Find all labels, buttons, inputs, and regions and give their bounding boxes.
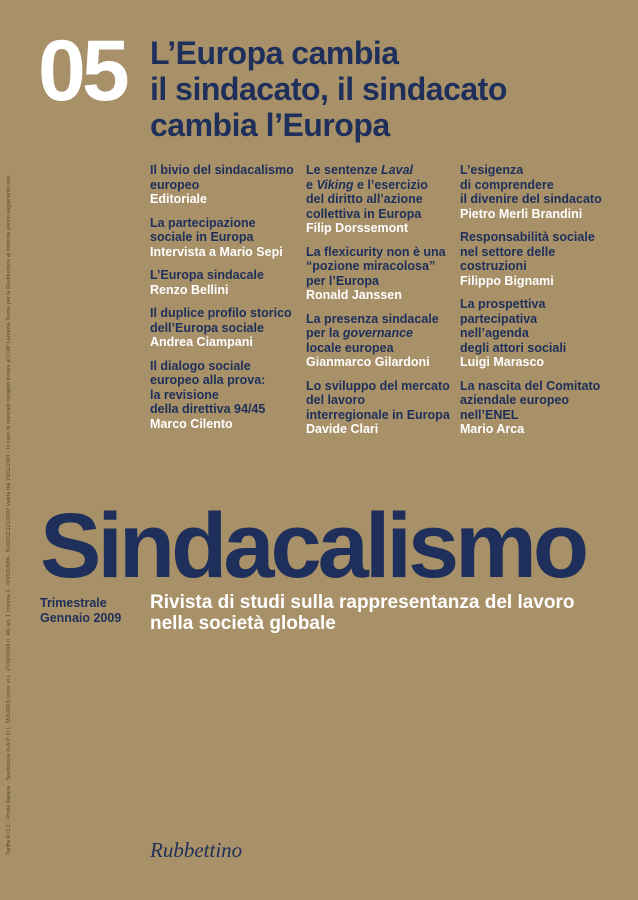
magazine-subtitle: [150, 592, 620, 634]
article-title-line: della direttiva 94/45: [150, 402, 266, 416]
article-title-line: La partecipazione: [150, 215, 256, 230]
article-title-line: L’esigenza: [460, 163, 524, 177]
article-author: Renzo Bellini: [150, 282, 229, 297]
toc-article: [306, 245, 456, 303]
article-title-line: sociale in Europa: [150, 230, 254, 244]
date-label: Gennaio 2009: [40, 611, 122, 625]
postal-info: Tariffa R.O.C.: Poste Italiane - Spedizione in A.P. D.L. 353/2003 (conv. in L. 27/02/2004 n. 46) art. 1 comma 1 - CNS/CBPA - SUD/CZ/121/2007 valida dal 15/11/2007 - In caso di mancato recapito inviare al CMP Lamezia Terme per la Restituzione al mittente previo pagamento resi.: [6, 174, 12, 855]
article-title-line: costruzioni: [460, 259, 527, 273]
article-title-line: interregionale in Europa: [306, 407, 450, 422]
article-author: Mario Arca: [460, 422, 525, 436]
article-title-line: aziendale europeo: [460, 393, 570, 407]
subtitle-line: nella società globale: [150, 613, 336, 634]
article-author: Filip Dorssemont: [306, 221, 409, 235]
article-title-line: La flexicurity non è una: [306, 244, 446, 259]
article-author: Intervista a Mario Sepi: [150, 244, 283, 259]
toc-article: [460, 379, 610, 437]
article-title-line: collettiva in Europa: [306, 206, 422, 221]
toc-article: [460, 230, 610, 288]
article-title-line: Lo sviluppo del mercato: [306, 378, 450, 393]
toc-article: [150, 268, 295, 297]
article-title-line: dell’Europa sociale: [150, 320, 264, 335]
article-title-line: Il duplice profilo storico: [150, 306, 292, 320]
article-title-line: degli attori sociali: [460, 340, 567, 355]
toc-article: [150, 359, 295, 432]
article-title-line: “pozione miracolosa”: [306, 259, 436, 273]
article-title-line: nell’ENEL: [460, 407, 519, 422]
article-title-line: Il dialogo sociale: [150, 358, 251, 373]
article-author: Davide Clari: [306, 422, 379, 436]
article-author: Luigi Marasco: [460, 355, 545, 369]
article-title-line: europeo alla prova:: [150, 373, 266, 387]
article-title-line: Le sentenze Laval: [306, 163, 413, 177]
article-author: Marco Cilento: [150, 416, 233, 431]
article-title-line: del diritto all’azione: [306, 192, 423, 206]
article-title-line: Responsabilità sociale: [460, 230, 595, 244]
article-title-line: La presenza sindacale: [306, 311, 439, 326]
article-author: Editoriale: [150, 192, 207, 206]
publisher-logo: Rubbettino: [150, 838, 243, 862]
toc-article: [460, 163, 610, 221]
article-title-line: e Viking e l’esercizio: [306, 177, 428, 192]
issue-date: [40, 596, 121, 626]
article-author: Ronald Janssen: [306, 288, 402, 302]
article-title-line: nel settore delle: [460, 244, 556, 259]
article-author: Andrea Ciampani: [150, 335, 253, 349]
toc-column-2: [306, 163, 456, 446]
article-title-line: la revisione: [150, 387, 219, 402]
article-title-line: Il bivio del sindacalismo: [150, 163, 294, 177]
article-title-line: il divenire del sindacato: [460, 192, 602, 206]
headline-line: L’Europa cambia: [150, 35, 399, 71]
article-author: Gianmarco Gilardoni: [306, 355, 430, 369]
toc-article: [150, 216, 295, 260]
article-author: Filippo Bignami: [460, 273, 554, 288]
article-title-line: per la governance: [306, 326, 413, 340]
article-title-line: per l’Europa: [306, 273, 379, 288]
article-title-line: partecipativa: [460, 311, 538, 326]
toc-article: [306, 312, 456, 370]
article-title-line: europeo: [150, 177, 200, 192]
cover-headline: [150, 35, 620, 143]
toc-article: [460, 297, 610, 370]
magazine-title: Sindacalismo: [40, 495, 586, 597]
article-title-line: del lavoro: [306, 393, 366, 407]
toc-column-3: [460, 163, 610, 446]
article-title-line: di comprendere: [460, 177, 554, 192]
article-author: Pietro Merli Brandini: [460, 206, 583, 221]
frequency-label: Trimestrale: [40, 596, 107, 610]
toc-article: [150, 163, 295, 207]
toc-article: [150, 306, 295, 350]
headline-line: cambia l’Europa: [150, 107, 390, 143]
issue-number: 05: [38, 23, 126, 119]
article-title-line: nell’agenda: [460, 326, 529, 340]
article-title-line: La nascita del Comitato: [460, 378, 601, 393]
toc-article: [306, 163, 456, 236]
subtitle-line: Rivista di studi sulla rappresentanza del lavoro: [150, 592, 575, 613]
headline-line: il sindacato, il sindacato: [150, 71, 507, 107]
article-title-line: locale europea: [306, 340, 394, 355]
article-title-line: L’Europa sindacale: [150, 268, 264, 282]
toc-column-1: [150, 163, 295, 440]
article-title-line: La prospettiva: [460, 297, 546, 311]
toc-article: [306, 379, 456, 437]
